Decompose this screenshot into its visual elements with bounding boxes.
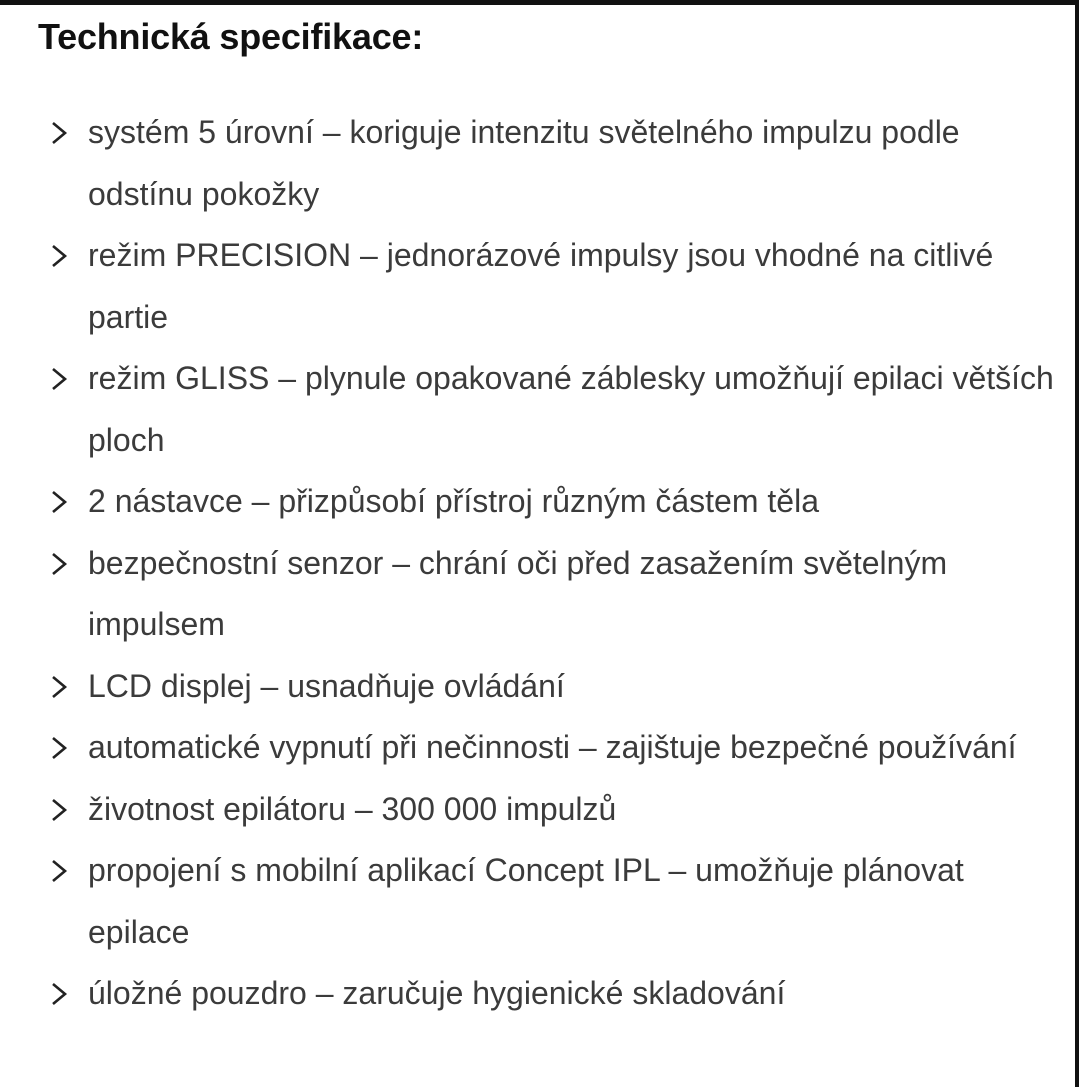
list-item-text: režim PRECISION – jednorázové impulsy jsou vhodné na citlivé partie <box>88 237 994 335</box>
list-item <box>48 225 1058 348</box>
list-item-text: úložné pouzdro – zaručuje hygienické skladování <box>88 975 786 1011</box>
chevron-right-icon <box>48 674 70 700</box>
list-item <box>48 471 1058 533</box>
list-item-text: systém 5 úrovní – koriguje intenzitu světelného impulzu podle odstínu pokožky <box>88 114 960 212</box>
chevron-right-icon <box>48 366 70 392</box>
spec-list <box>48 102 1058 1025</box>
right-border <box>1075 0 1079 1087</box>
list-item <box>48 656 1058 718</box>
top-border <box>0 0 1079 5</box>
chevron-right-icon <box>48 551 70 577</box>
list-item <box>48 717 1058 779</box>
chevron-right-icon <box>48 797 70 823</box>
list-item <box>48 533 1058 656</box>
chevron-right-icon <box>48 120 70 146</box>
list-item-text: 2 nástavce – přizpůsobí přístroj různým částem těla <box>88 483 819 519</box>
list-item <box>48 348 1058 471</box>
list-item-text: životnost epilátoru – 300 000 impulzů <box>88 790 617 827</box>
list-item-text: propojení s mobilní aplikací Concept IPL – umožňuje plánovat epilace <box>88 852 964 950</box>
list-item <box>48 840 1058 963</box>
chevron-right-icon <box>48 735 70 761</box>
list-item <box>48 102 1058 225</box>
section-heading: Technická specifikace: <box>38 16 424 57</box>
list-item <box>48 779 1058 841</box>
chevron-right-icon <box>48 981 70 1007</box>
list-item-text: režim GLISS – plynule opakované záblesky umožňují epilaci větších ploch <box>88 360 1054 458</box>
chevron-right-icon <box>48 489 70 515</box>
list-item-text: bezpečnostní senzor – chrání oči před zasažením světelným impulsem <box>88 544 948 642</box>
chevron-right-icon <box>48 858 70 884</box>
list-item <box>48 963 1058 1025</box>
chevron-right-icon <box>48 243 70 269</box>
list-item-text: LCD displej – usnadňuje ovládání <box>88 667 565 704</box>
list-item-text: automatické vypnutí při nečinnosti – zajištuje bezpečné používání <box>88 729 1017 765</box>
